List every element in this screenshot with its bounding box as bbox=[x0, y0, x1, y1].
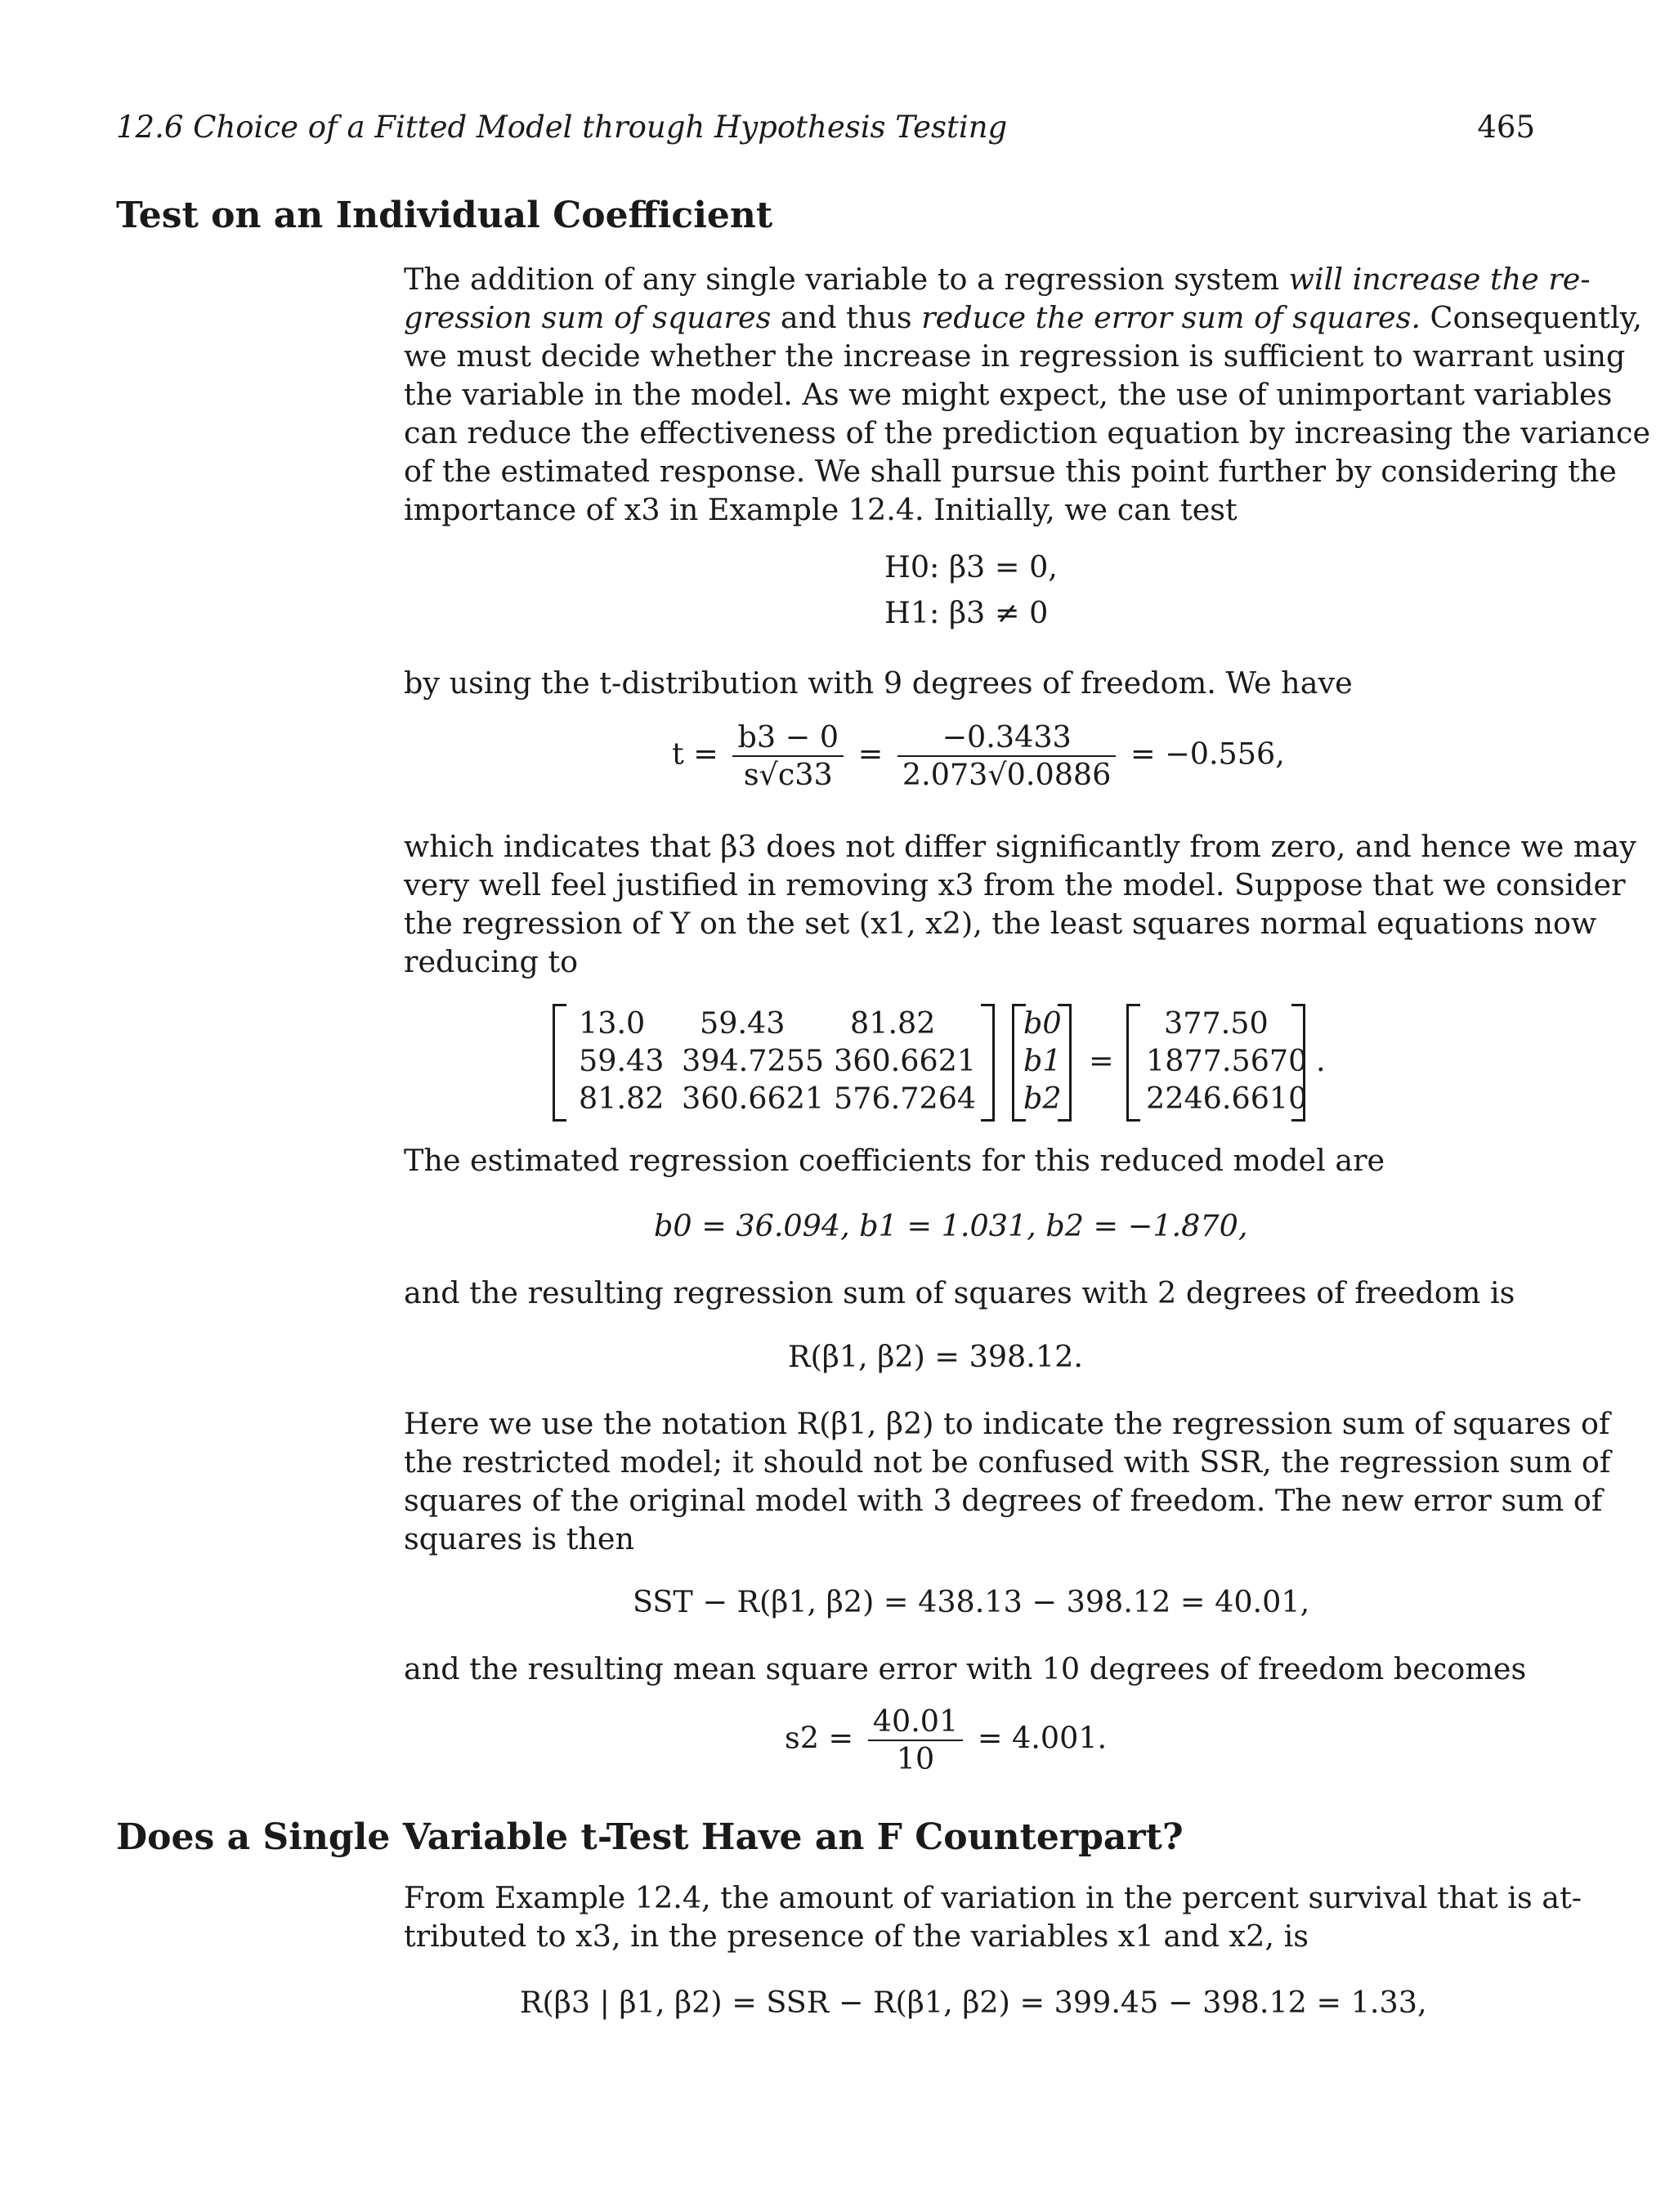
paragraph-estimated-coefficients bbox=[404, 1141, 1535, 1180]
t-statistic-equation: t = $\frac{b3 - 0}{s√c33}$ = $\frac{-0.3433}{2.073√0.0886}$ = −0.556, bbox=[672, 719, 1285, 792]
text-line: very well feel justified in removing x3 from the model. Suppose that we consider bbox=[404, 867, 1626, 902]
text-line: gression sum of squares and thus reduce the error sum of squares. Consequently, bbox=[404, 300, 1642, 335]
fraction: $\frac{-0.3433}{2.073√0.0886}$ bbox=[897, 719, 1116, 793]
conditional-ss-equation: R(β3 | β1, β2) = SSR − R(β1, β2) = 399.45 − 398.12 = 1.33, bbox=[520, 1985, 1427, 2020]
page-number: 465 bbox=[1477, 110, 1535, 145]
text-line: which indicates that β3 does not differ significantly from zero, and hence we may bbox=[404, 829, 1636, 864]
section-heading-f-counterpart: Does a Single Variable t-Test Have an F Counterpart? bbox=[116, 1816, 1184, 1858]
text-line: squares is then bbox=[404, 1521, 635, 1556]
error-ss-equation: SST − R(β1, β2) = 438.13 − 398.12 = 40.01, bbox=[633, 1584, 1310, 1619]
mse-equation: s2 = $\frac{40.01}{10}$ = 4.001. bbox=[785, 1704, 1108, 1776]
text-line: the regression of Y on the set (x1, x2), the least squares normal equations now bbox=[404, 906, 1597, 941]
text-line: squares of the original model with 3 degrees of freedom. The new error sum of bbox=[404, 1483, 1603, 1518]
text-line: by using the t-distribution with 9 degrees of freedom. We have bbox=[404, 665, 1353, 701]
fraction: $\frac{40.01}{10}$ bbox=[868, 1704, 964, 1777]
hypothesis-null: H0: β3 = 0, bbox=[884, 549, 1058, 584]
text-line: reducing to bbox=[404, 944, 579, 979]
text-line: the variable in the model. As we might expect, the use of unimportant variables bbox=[404, 377, 1613, 412]
paragraph-regression-ss bbox=[404, 1274, 1535, 1312]
paragraph-t-distribution bbox=[404, 664, 1535, 702]
text-line: tributed to x3, in the presence of the variables x1 and x2, is bbox=[404, 1919, 1309, 1954]
text-line: can reduce the effectiveness of the prediction equation by increasing the variance bbox=[404, 415, 1651, 450]
text-line: the restricted model; it should not be confused with SSR, the regression sum of bbox=[404, 1444, 1611, 1480]
text-line: and the resulting mean square error with 10 degrees of freedom becomes bbox=[404, 1651, 1527, 1686]
text-line: The estimated regression coefficients for this reduced model are bbox=[404, 1143, 1385, 1178]
paragraph-variation bbox=[404, 1878, 1582, 1955]
text-line: of the estimated response. We shall pursue this point further by considering the bbox=[404, 454, 1617, 489]
running-title: 12.6 Choice of a Fitted Model through Hypothesis Testing bbox=[116, 110, 1008, 145]
text-line: importance of x3 in Example 12.4. Initially, we can test bbox=[404, 492, 1238, 527]
paragraph-intro bbox=[404, 260, 1651, 529]
text-line: and the resulting regression sum of squares with 2 degrees of freedom is bbox=[404, 1275, 1515, 1310]
text-line: Here we use the notation R(β1, β2) to indicate the regression sum of squares of bbox=[404, 1406, 1610, 1441]
fraction: $\frac{b3 - 0}{s√c33}$ bbox=[732, 719, 844, 793]
paragraph-notation bbox=[404, 1404, 1611, 1558]
paragraph-interpretation bbox=[404, 827, 1636, 981]
section-heading-individual-coefficient: Test on an Individual Coefficient bbox=[116, 195, 773, 236]
paragraph-mean-square-error bbox=[404, 1650, 1535, 1688]
text-line: we must decide whether the increase in regression is sufficient to warrant using bbox=[404, 338, 1626, 374]
running-header bbox=[116, 110, 1535, 150]
hypothesis-alternative: H1: β3 ≠ 0 bbox=[884, 595, 1049, 630]
restricted-ss-equation: R(β1, β2) = 398.12. bbox=[788, 1339, 1083, 1374]
text-line: From Example 12.4, the amount of variation in the percent survival that is at- bbox=[404, 1880, 1582, 1915]
text-line: The addition of any single variable to a regression system will increase the re- bbox=[404, 262, 1591, 297]
normal-equations-matrix: 13.0 59.43 81.82 59.43 394.7255 360.6621 81.82 360.6621 576.7264 b0 b1 b2 = 377.50 1877.5670 2246.6610 . bbox=[553, 1004, 1329, 1126]
coefficients-equation: b0 = 36.094, b1 = 1.031, b2 = −1.870, bbox=[654, 1208, 1248, 1243]
